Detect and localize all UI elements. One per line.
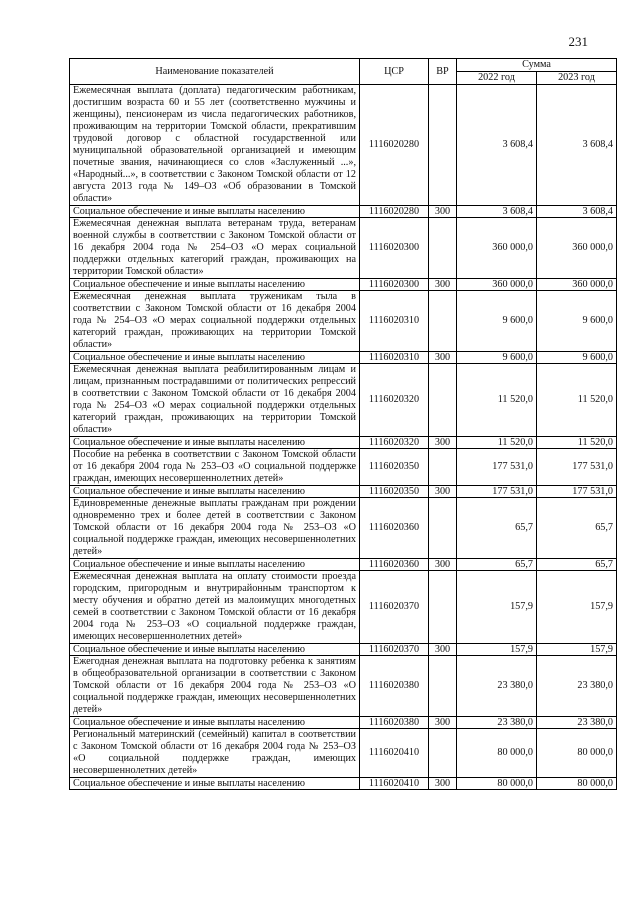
table-row bbox=[70, 218, 617, 279]
row-vr bbox=[429, 364, 457, 437]
row-2022: 360 000,0 bbox=[457, 279, 537, 291]
row-vr bbox=[429, 729, 457, 778]
row-vr bbox=[429, 656, 457, 717]
row-2023: 11 520,0 bbox=[537, 364, 617, 437]
row-vr bbox=[429, 291, 457, 352]
row-csr: 1116020280 bbox=[360, 85, 429, 206]
row-2023: 360 000,0 bbox=[537, 218, 617, 279]
row-name: Ежегодная денежная выплата на подготовку ребенка к занятиям в общеобразовательной организации в соответствии с Законом Томской области от 16 декабря 2004 года № 253–ОЗ «О социальной поддержке граждан, имеющих несовершеннолетних детей» bbox=[70, 656, 360, 717]
table-row bbox=[70, 206, 617, 218]
row-vr: 300 bbox=[429, 559, 457, 571]
table-row bbox=[70, 559, 617, 571]
table-row bbox=[70, 571, 617, 644]
row-2023: 65,7 bbox=[537, 498, 617, 559]
row-csr: 1116020350 bbox=[360, 449, 429, 486]
budget-table bbox=[69, 58, 617, 790]
row-2023: 65,7 bbox=[537, 559, 617, 571]
row-2023: 157,9 bbox=[537, 644, 617, 656]
row-2022: 177 531,0 bbox=[457, 449, 537, 486]
table-row bbox=[70, 437, 617, 449]
row-2023: 11 520,0 bbox=[537, 437, 617, 449]
row-vr bbox=[429, 498, 457, 559]
row-csr: 1116020410 bbox=[360, 729, 429, 778]
row-2023: 177 531,0 bbox=[537, 486, 617, 498]
row-csr: 1116020310 bbox=[360, 352, 429, 364]
row-vr bbox=[429, 449, 457, 486]
row-name: Региональный материнский (семейный) капитал в соответствии с Законом Томской области от 16 декабря 2004 года № 253–ОЗ «О социальной поддержке граждан, имеющих несовершеннолетних детей» bbox=[70, 729, 360, 778]
row-name: Ежемесячная выплата (доплата) педагогическим работникам, достигшим возраста 60 и 55 лет (соответственно мужчины и женщины), пенсионерам из числа педагогических работников, проживающим на территории Томской области, прекратившим трудовой договор с областной государственной или муниципальной образовательной организацией и имеющим почетные звания, начинающиеся со слов «Заслуженный ...», «Народный...», в соответствии с Законом Томской области от 12 августа 2013 года № 149–ОЗ «Об образовании в Томской области» bbox=[70, 85, 360, 206]
row-2022: 360 000,0 bbox=[457, 218, 537, 279]
row-name: Социальное обеспечение и иные выплаты населению bbox=[70, 717, 360, 729]
row-name: Социальное обеспечение и иные выплаты населению bbox=[70, 437, 360, 449]
row-2023: 3 608,4 bbox=[537, 206, 617, 218]
row-vr bbox=[429, 571, 457, 644]
row-2022: 65,7 bbox=[457, 498, 537, 559]
row-name: Ежемесячная денежная выплата ветеранам труда, ветеранам военной службы в соответствии с Законом Томской области от 16 декабря 2004 года № 254–ОЗ «О мерах социальной поддержки отдельных категорий граждан, проживающих на территории Томской области» bbox=[70, 218, 360, 279]
page-number: 231 bbox=[568, 34, 588, 49]
header-name: Наименование показателей bbox=[70, 59, 360, 85]
row-2023: 23 380,0 bbox=[537, 717, 617, 729]
row-2022: 3 608,4 bbox=[457, 85, 537, 206]
row-vr bbox=[429, 85, 457, 206]
row-2022: 23 380,0 bbox=[457, 717, 537, 729]
header-year-2022: 2022 год bbox=[457, 72, 537, 85]
row-2022: 11 520,0 bbox=[457, 437, 537, 449]
row-csr: 1116020410 bbox=[360, 778, 429, 790]
row-csr: 1116020360 bbox=[360, 559, 429, 571]
row-name: Социальное обеспечение и иные выплаты населению bbox=[70, 644, 360, 656]
row-2022: 23 380,0 bbox=[457, 656, 537, 717]
row-2023: 157,9 bbox=[537, 571, 617, 644]
row-csr: 1116020380 bbox=[360, 717, 429, 729]
row-name: Единовременные денежные выплаты гражданам при рождении одновременно трех и более детей в соответствии с Законом Томской области от 16 декабря 2004 года № 253–ОЗ «О социальной поддержке граждан, имеющих несовершеннолетних детей» bbox=[70, 498, 360, 559]
row-2022: 157,9 bbox=[457, 571, 537, 644]
row-2022: 3 608,4 bbox=[457, 206, 537, 218]
row-csr: 1116020370 bbox=[360, 644, 429, 656]
table-row bbox=[70, 449, 617, 486]
header-sum: Сумма bbox=[457, 59, 617, 72]
row-csr: 1116020320 bbox=[360, 437, 429, 449]
row-name: Ежемесячная денежная выплата на оплату стоимости проезда городским, пригородным и внутрирайонным транспортом к месту обучения и обратно детей из малоимущих многодетных семей в соответствии с Законом Томской области от 16 декабря 2004 года № 253–ОЗ «О социальной поддержке граждан, имеющих несовершеннолетних детей» bbox=[70, 571, 360, 644]
row-2022: 177 531,0 bbox=[457, 486, 537, 498]
header-csr: ЦСР bbox=[360, 59, 429, 85]
row-csr: 1116020310 bbox=[360, 291, 429, 352]
row-2022: 65,7 bbox=[457, 559, 537, 571]
row-2023: 177 531,0 bbox=[537, 449, 617, 486]
row-name: Социальное обеспечение и иные выплаты населению bbox=[70, 279, 360, 291]
row-csr: 1116020280 bbox=[360, 206, 429, 218]
row-name: Пособие на ребенка в соответствии с Законом Томской области от 16 декабря 2004 года № 253–ОЗ «О социальной поддержке граждан, имеющих несовершеннолетних детей» bbox=[70, 449, 360, 486]
row-2023: 80 000,0 bbox=[537, 778, 617, 790]
table-row bbox=[70, 717, 617, 729]
row-name: Социальное обеспечение и иные выплаты населению bbox=[70, 352, 360, 364]
row-name: Ежемесячная денежная выплата реабилитированным лицам и лицам, признанным пострадавшими от политических репрессий в соответствии с Законом Томской области от 16 декабря 2004 года № 254–ОЗ «О мерах социальной поддержки отдельных категорий граждан, проживающих на территории Томской области» bbox=[70, 364, 360, 437]
row-2023: 23 380,0 bbox=[537, 656, 617, 717]
row-vr: 300 bbox=[429, 644, 457, 656]
header-year-2023: 2023 год bbox=[537, 72, 617, 85]
row-2023: 80 000,0 bbox=[537, 729, 617, 778]
table-row bbox=[70, 352, 617, 364]
row-2023: 9 600,0 bbox=[537, 352, 617, 364]
row-2023: 360 000,0 bbox=[537, 279, 617, 291]
table-row bbox=[70, 656, 617, 717]
row-name: Социальное обеспечение и иные выплаты населению bbox=[70, 778, 360, 790]
row-2023: 9 600,0 bbox=[537, 291, 617, 352]
header-vr: ВР bbox=[429, 59, 457, 85]
table-row bbox=[70, 291, 617, 352]
row-vr: 300 bbox=[429, 437, 457, 449]
row-2023: 3 608,4 bbox=[537, 85, 617, 206]
table-row bbox=[70, 729, 617, 778]
row-2022: 9 600,0 bbox=[457, 352, 537, 364]
row-2022: 80 000,0 bbox=[457, 729, 537, 778]
table-row bbox=[70, 644, 617, 656]
row-vr: 300 bbox=[429, 717, 457, 729]
row-vr bbox=[429, 218, 457, 279]
table-row bbox=[70, 486, 617, 498]
row-csr: 1116020320 bbox=[360, 364, 429, 437]
table-row bbox=[70, 364, 617, 437]
row-2022: 80 000,0 bbox=[457, 778, 537, 790]
row-csr: 1116020300 bbox=[360, 279, 429, 291]
row-name: Социальное обеспечение и иные выплаты населению bbox=[70, 486, 360, 498]
row-name: Социальное обеспечение и иные выплаты населению bbox=[70, 206, 360, 218]
table-row bbox=[70, 85, 617, 206]
table-row bbox=[70, 778, 617, 790]
row-csr: 1116020380 bbox=[360, 656, 429, 717]
row-2022: 9 600,0 bbox=[457, 291, 537, 352]
row-csr: 1116020350 bbox=[360, 486, 429, 498]
row-vr: 300 bbox=[429, 778, 457, 790]
row-2022: 157,9 bbox=[457, 644, 537, 656]
row-vr: 300 bbox=[429, 352, 457, 364]
row-csr: 1116020360 bbox=[360, 498, 429, 559]
row-vr: 300 bbox=[429, 206, 457, 218]
table-row bbox=[70, 279, 617, 291]
row-name: Социальное обеспечение и иные выплаты населению bbox=[70, 559, 360, 571]
row-csr: 1116020370 bbox=[360, 571, 429, 644]
row-vr: 300 bbox=[429, 279, 457, 291]
row-csr: 1116020300 bbox=[360, 218, 429, 279]
row-vr: 300 bbox=[429, 486, 457, 498]
row-name: Ежемесячная денежная выплата труженикам тыла в соответствии с Законом Томской области от 16 декабря 2004 года № 254–ОЗ «О мерах социальной поддержки отдельных категорий граждан, проживающих на территории Томской области» bbox=[70, 291, 360, 352]
table-row bbox=[70, 498, 617, 559]
row-2022: 11 520,0 bbox=[457, 364, 537, 437]
